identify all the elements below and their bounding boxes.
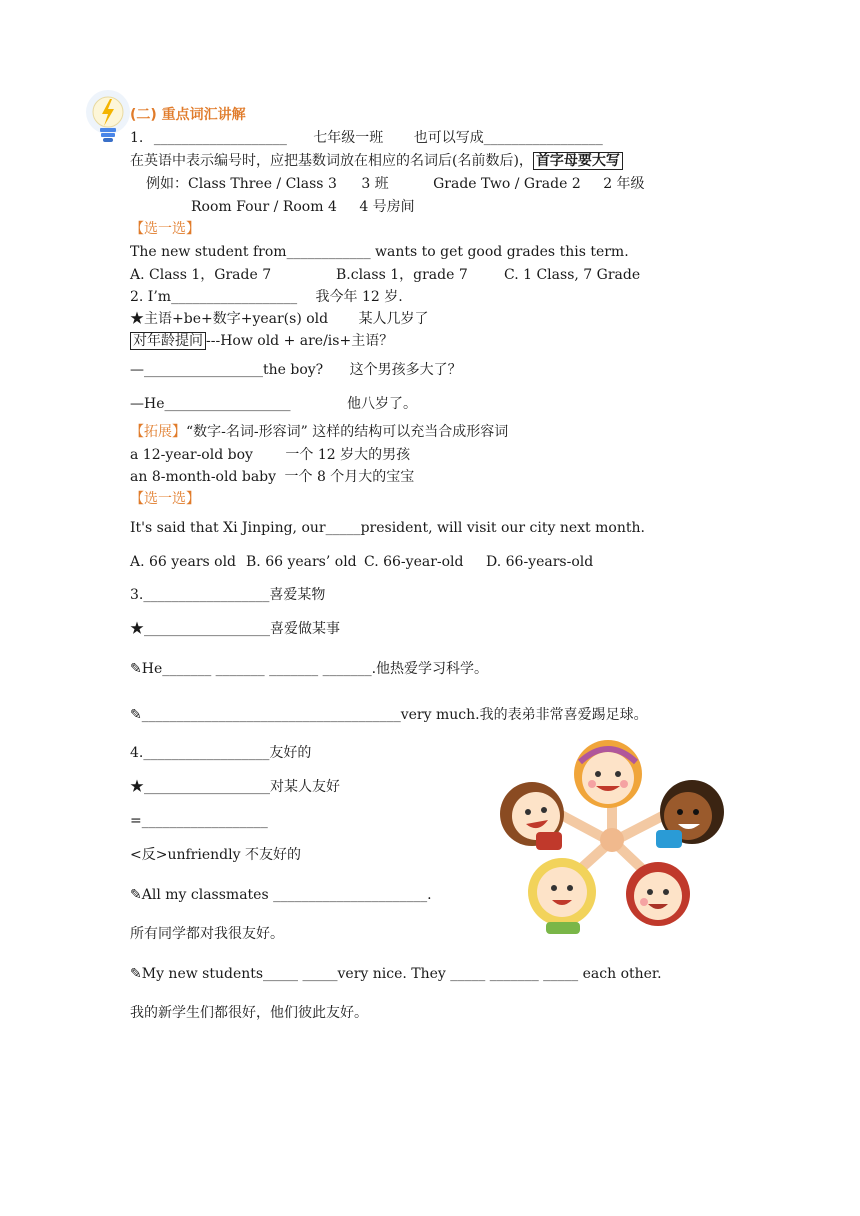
xuan2-option-c: C. 66-year-old (364, 554, 464, 570)
kid-right (656, 780, 724, 848)
example-3: Room Four / Room 4 (191, 199, 337, 215)
item2-q-cn: 这个男孩多大了？ (349, 362, 462, 378)
example-2-cn: 2 年级 (603, 176, 645, 192)
item3-ex1: ✎He_______ _______ _______ _______.他热爱学习科学。 (130, 661, 489, 677)
xuan1-option-b: B.class 1，grade 7 (336, 267, 468, 283)
item1-blank2: _________________ (483, 130, 603, 146)
item4-line (130, 744, 311, 762)
kid-top (574, 740, 642, 808)
item4-ex1-cn: 所有同学都对我很友好。 (130, 926, 284, 942)
xuan1-option-a: A. Class 1，Grade 7 (130, 267, 272, 283)
tuozhan-ex1-line (130, 446, 410, 464)
xuan2-option-d: D. 66-years-old (486, 554, 594, 570)
xuan2-options (130, 553, 593, 571)
item2-meaning: 我今年 12 岁. (315, 289, 403, 305)
item3-cn: 喜爱某物 (269, 587, 326, 603)
xuan1-option-c: C. 1 Class, 7 Grade (504, 267, 641, 283)
item2-q: —_________________the boy? (130, 362, 324, 378)
item4-anti: <反>unfriendly 不友好的 (130, 847, 301, 863)
tuozhan-ex1: a 12-year-old boy (130, 447, 253, 463)
item2-star: ★主语+be+数字+year(s) old (130, 311, 329, 327)
tuozhan-ex1-cn: 一个 12 岁大的男孩 (285, 447, 411, 463)
example-1: Class Three / Class 3 (188, 176, 337, 192)
item4-blank: 4.__________________ (130, 745, 270, 761)
item4-star: ★__________________ (130, 779, 270, 795)
item2-star-cn: 某人几岁了 (358, 311, 429, 327)
xuan2-question: It's said that Xi Jinping, our_____president, will visit our city next month. (130, 520, 645, 536)
children-circle-illustration (496, 732, 728, 938)
tuozhan-ex2-line (130, 468, 414, 486)
item2-a: —He__________________ (130, 396, 291, 412)
tuozhan-text: “数字-名词-形容词” 这样的结构可以充当合成形容词 (186, 424, 509, 440)
item1-blank: ___________________ (153, 130, 287, 146)
kid-left (500, 782, 564, 850)
item4-eq: =__________________ (130, 813, 268, 829)
xuan2-tag: 【选一选】 (130, 491, 200, 507)
item3-ex2: ✎_____________________________________very much.我的表弟非常喜爱踢足球。 (130, 707, 648, 723)
rule-text: 在英语中表示编号时，应把基数词放在相应的名词后(名前数后)， (130, 153, 533, 169)
example-line-1 (146, 175, 645, 193)
xuan1-question: The new student from____________ wants to get good grades this term. (130, 244, 629, 260)
tuozhan-tag: 【拓展】 (130, 424, 186, 440)
example-label: 例如： (146, 176, 188, 192)
item3-line (130, 586, 325, 604)
example-1-cn: 3 班 (361, 176, 389, 192)
item4-ex1: ✎All my classmates ______________________. (130, 887, 432, 903)
item4-cn: 友好的 (269, 745, 312, 761)
item2-boxed: 对年龄提问 (130, 332, 206, 350)
item1-line (130, 129, 603, 147)
item1-alt-label: 也可以写成 (413, 130, 484, 146)
section-title: (二) 重点词汇讲解 (130, 107, 246, 123)
item1-meaning: 七年级一班 (313, 130, 384, 146)
xuan1-options (130, 266, 640, 284)
xuan1-tag: 【选一选】 (130, 221, 200, 237)
item2-q-line (130, 361, 462, 379)
item2-ask-line (130, 332, 393, 350)
item3-star: ★__________________ (130, 621, 270, 637)
tuozhan-line (130, 423, 508, 441)
item2-ask: ---How old + are/is+主语？ (206, 333, 394, 349)
tuozhan-ex2: an 8-month-old baby (130, 469, 277, 485)
example-2: Grade Two / Grade 2 (433, 176, 581, 192)
item4-ex2: ✎My new students_____ _____very nice. They _____ _______ _____ each other. (130, 966, 662, 982)
item2-line (130, 288, 403, 306)
item1-num: 1. (130, 130, 144, 146)
item4-ex2-cn: 我的新学生们都很好，他们彼此友好。 (130, 1005, 368, 1021)
kid-bottom-left (528, 858, 596, 934)
item3-star-cn: 喜爱做某事 (270, 621, 340, 637)
item3-blank: 3.__________________ (130, 587, 270, 603)
item4-star-line (130, 778, 340, 796)
xuan2-option-a: A. 66 years old (130, 554, 237, 570)
item3-star-line (130, 620, 340, 638)
lightbulb-icon (82, 88, 130, 150)
xuan2-option-b: B. 66 years’ old (246, 554, 357, 570)
rule-boxed: 首字母要大写 (533, 152, 623, 170)
item2-a-cn: 他八岁了。 (346, 396, 417, 412)
tuozhan-ex2-cn: 一个 8 个月大的宝宝 (284, 469, 415, 485)
item4-star-cn: 对某人友好 (270, 779, 340, 795)
example-line-2 (191, 198, 415, 216)
kid-bottom-right (626, 862, 690, 926)
item2-sentence: 2. I’m__________________ (130, 289, 298, 305)
item2-a-line (130, 395, 417, 413)
example-3-cn: 4 号房间 (359, 199, 415, 215)
item2-star-line (130, 310, 429, 328)
rule-line (130, 152, 623, 170)
